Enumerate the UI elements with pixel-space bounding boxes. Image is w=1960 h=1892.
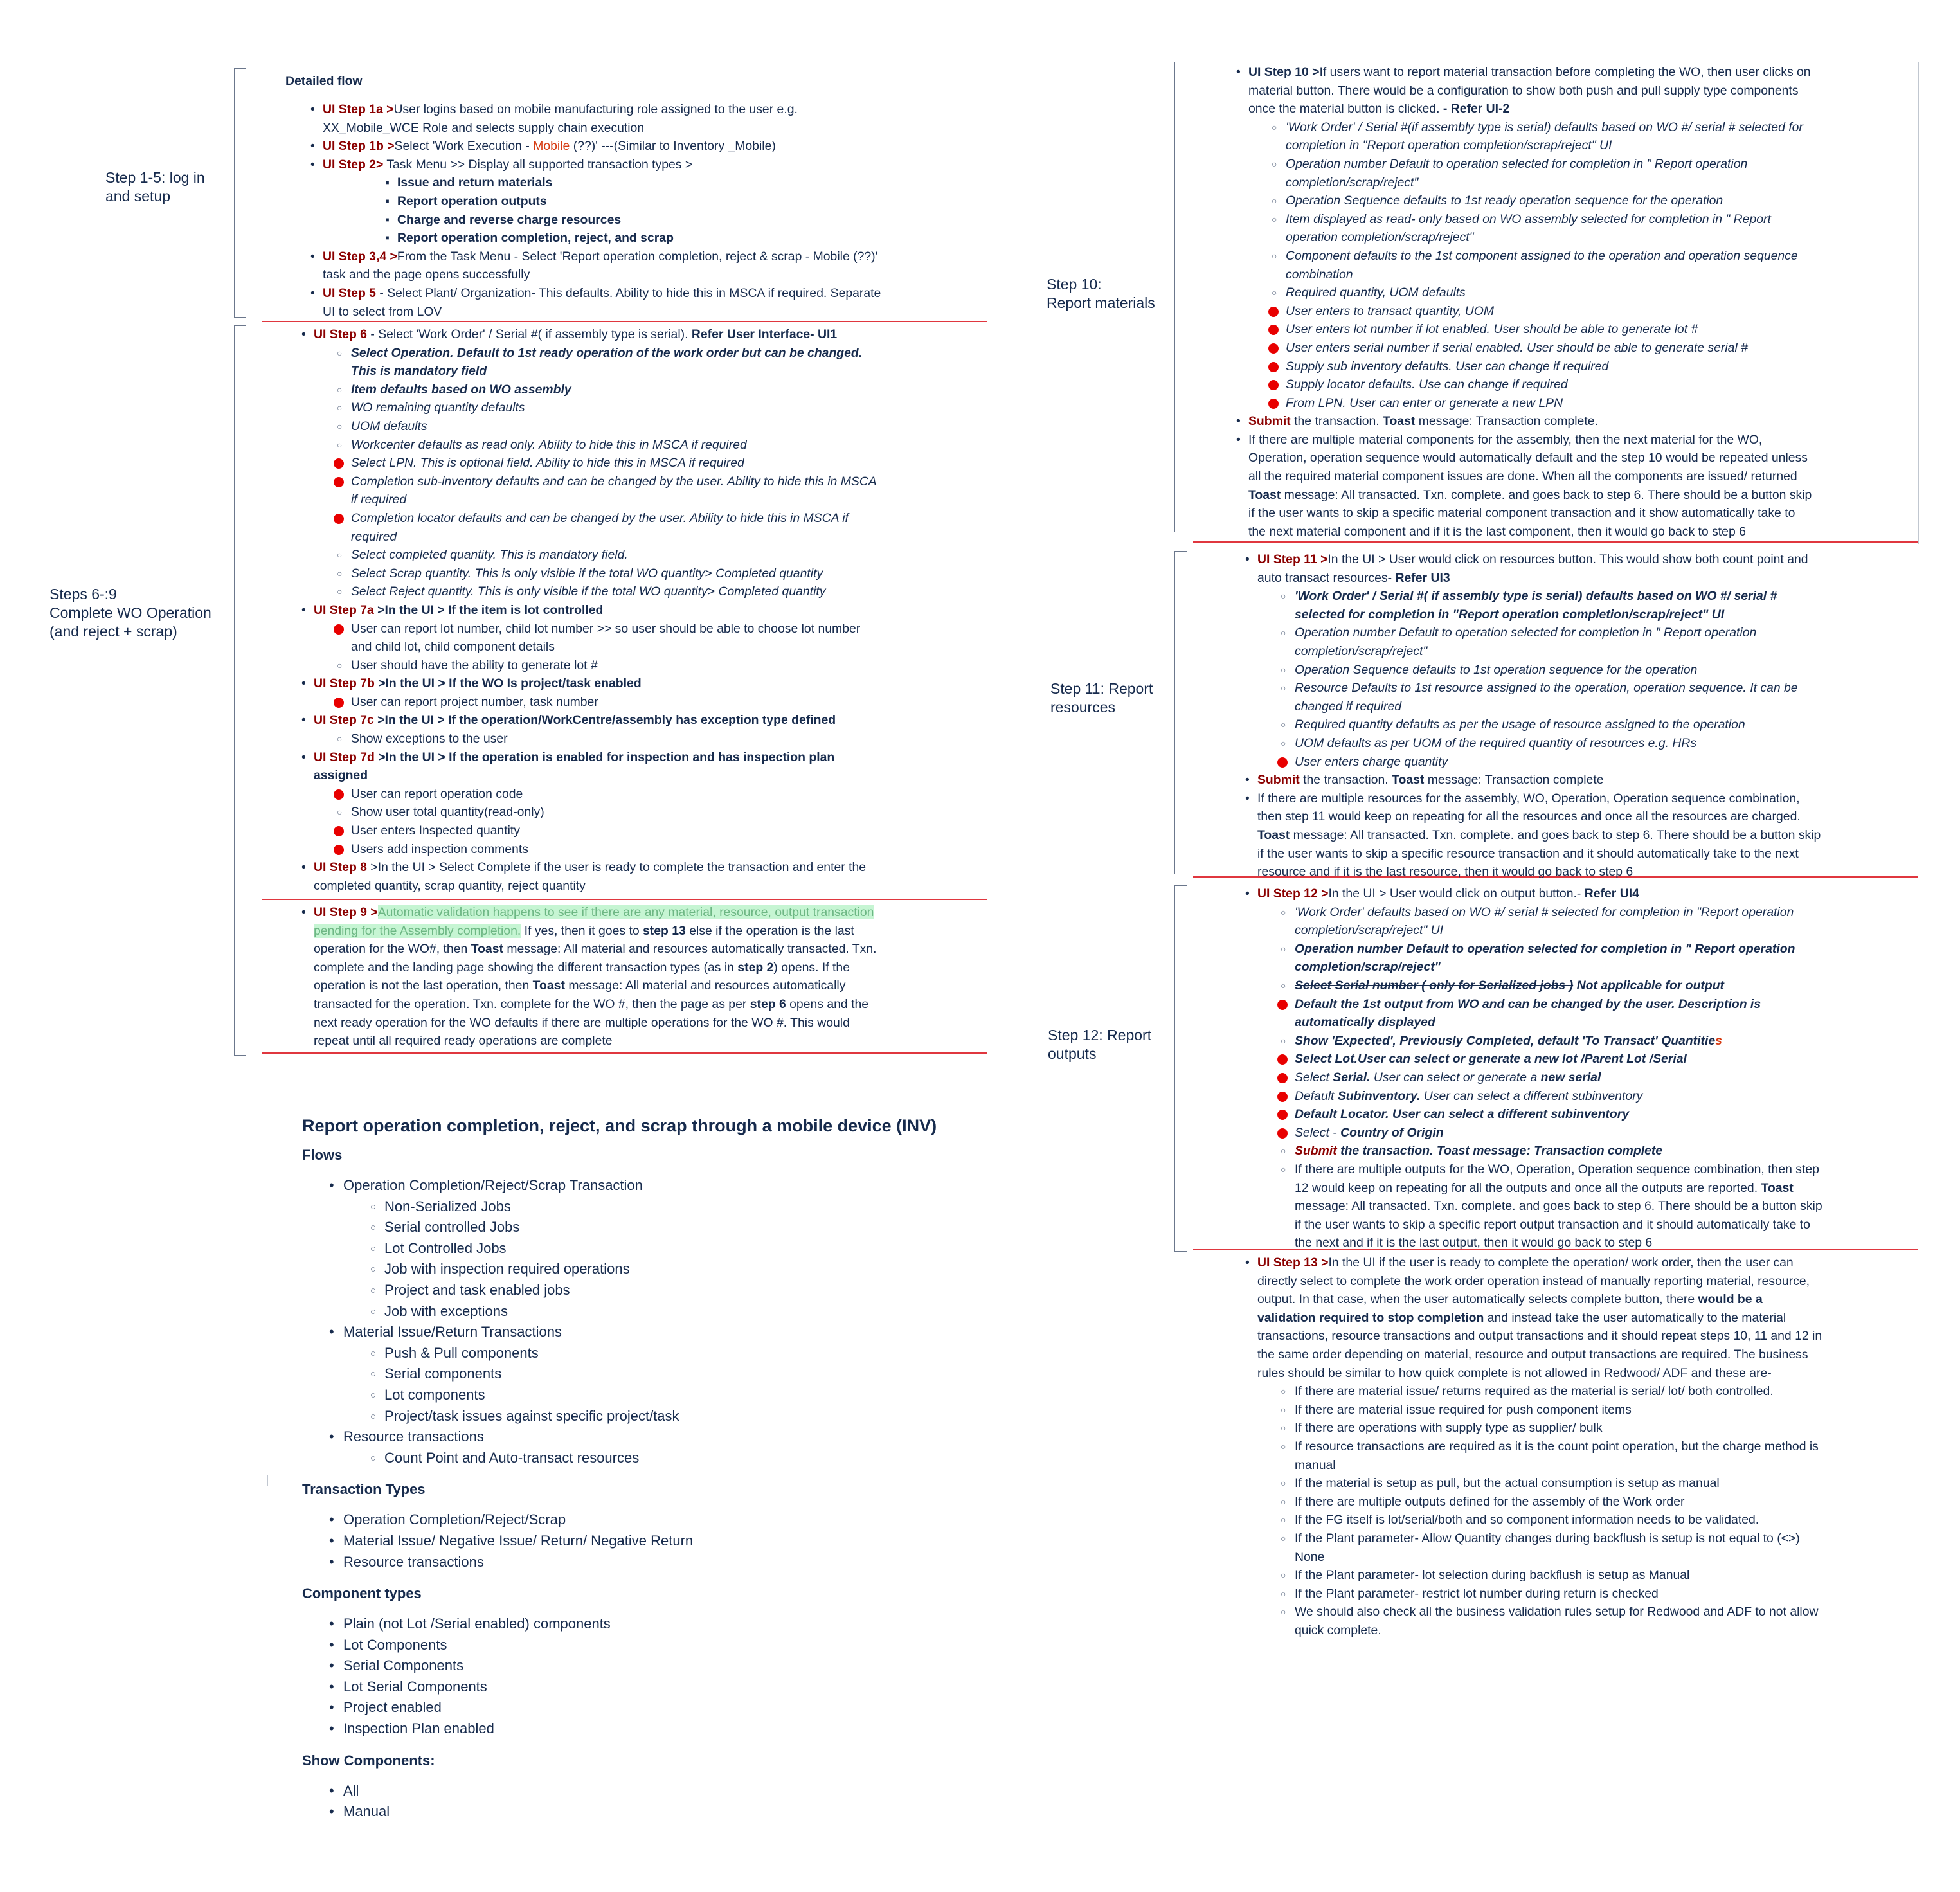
step-6-item: ○ Item defaults based on WO assembly	[351, 381, 877, 399]
step-10-item: ○ Operation Sequence defaults to 1st ready operation sequence for the operation	[1286, 192, 1812, 210]
step-6-item: Select LPN. This is optional field. Ability to hide this in MSCA if required	[351, 454, 877, 473]
step-13-item: ○ If the FG itself is lot/serial/both and so component information needs to be validated.	[1295, 1511, 1822, 1529]
detailed-flow-title: Detailed flow	[285, 74, 363, 88]
inv-section	[302, 1113, 937, 1823]
step-7d-items	[314, 785, 877, 858]
step-13-item: ○ If resource transactions are required as it is the count point operation, but the charge method is	[1295, 1437, 1822, 1456]
step-7d-item: User can report operation code	[351, 785, 877, 804]
step-11-item: User enters charge quantity	[1295, 753, 1821, 771]
list-item: • Inspection Plan enabled	[343, 1718, 937, 1740]
list-item: • Operation Completion/Reject/Scrap	[343, 1509, 937, 1531]
bracket-step-12	[1174, 885, 1187, 1252]
step-9: • UI Step 9 >Automatic validation happens to see if there are any material, resource, output transaction	[314, 903, 877, 922]
step-10-multiple: • If there are multiple material components for the assembly, then the next material for the WO,	[1248, 431, 1812, 449]
step-11-items: ○ 'Work Order' / Serial #( if assembly type is serial) defaults based on WO #/ serial # selected for completion in "Report operation completion/scrap/reject" UI ○ Operation number Default to operation selected for completion in " Report operation completion/scrap/reject" ○ Operation Sequence defaults to 1st operation sequence for the operation ○ Resource Defaults to 1st resource assigned to the operation, operation sequence. It can be changed if required ○ Required quantity defaults as per the usage of resource assigned to the operation ○ UOM defaults as per UOM of the required quantity of resources e.g. HRs User enters charge quantity	[1257, 587, 1821, 771]
step-10-item: Supply locator defaults. Use can change if required	[1286, 375, 1812, 394]
step-10-item: User enters lot number if lot enabled. User should be able to generate lot #	[1286, 320, 1812, 339]
list-item: ○ Project and task enabled jobs	[384, 1280, 937, 1301]
flows-list	[343, 1175, 937, 1468]
step-7c: • UI Step 7c >In the UI > If the operation/WorkCentre/assembly has exception type defined	[314, 711, 877, 730]
step-1a: • UI Step 1a >User logins based on mobile manufacturing role assigned to the user e.g.	[323, 100, 881, 119]
step-2: • UI Step 2> Task Menu >> Display all supported transaction types >	[323, 156, 881, 174]
step-7a: • UI Step 7a >In the UI > If the item is lot controlled	[314, 601, 877, 620]
step-6-item: ○ Select Operation. Default to 1st ready operation of the work order but can be changed.	[351, 344, 877, 363]
separator-3	[262, 1052, 987, 1054]
step-12-item: Default Subinventory. User can select a different subinventory	[1295, 1087, 1822, 1106]
step-6-item: Completion locator defaults and can be changed by the user. Ability to hide this in MSCA if	[351, 509, 877, 528]
list-item: ○ Lot Controlled Jobs	[384, 1238, 937, 1259]
step-10: • UI Step 10 >If users want to report material transaction before completing the WO, then user clicks on	[1248, 63, 1812, 82]
step-8: • UI Step 8 >In the UI > Select Complete if the user is ready to complete the transaction and enter the	[314, 858, 877, 877]
step-12-item: ○ Operation number Default to operation selected for completion in " Report operation	[1295, 940, 1822, 959]
component-types-list	[343, 1614, 937, 1740]
step-12-item: Default Locator. User can select a different subinventory	[1295, 1105, 1822, 1124]
list-item: ○ Project/task issues against specific project/task	[384, 1406, 937, 1427]
step-6-item: ○ Workcenter defaults as read only. Ability to hide this in MSCA if required	[351, 436, 877, 455]
steps-1-5-list: • UI Step 1a >User logins based on mobile manufacturing role assigned to the user e.g. XX_Mobile_WCE Role and selects supply chain execution • UI Step 1b >Select 'Work Execution - Mobile (??)' ---(Similar to Inventory _Mobile) • UI Step 2> Task Menu >> Display all supported transaction types > ▪ Issue and return materials ▪ Report operation outputs ▪ Charge and reverse charge resources ▪ Report operation completion, reject, and scrap • UI Step 3,4 >From the Task Menu - Select 'Report operation completion, reject & scrap - Mobile (??)' task and the page opens successfully • UI Step 5 - Select Plant/ Organization- This defaults. Ability to hide this in MSCA if required. Separate UI to select from LOV	[323, 100, 881, 321]
step-10-item: ○ Required quantity, UOM defaults	[1286, 284, 1812, 302]
step-12-item: ○ Select Serial number ( only for Serialized jobs ) Not applicable for output	[1295, 977, 1822, 995]
step-9-block: • UI Step 9 >Automatic validation happens to see if there are any material, resource, output transaction pending for the Assembly completion. If yes, then it goes to step 13 else if the operation is the last operation for the WO#, then Toast message: All material and resources automatically transacted. Txn. complete and the landing page showing the different transaction types (as in step 2) opens. If the operation is not the last operation, then Toast message: All material and resources automatically transacted for the operation. Txn. complete for the WO #, then the page as per step 6 opens and the next ready operation for the WO defaults if there are multiple operations for the WO #. This would repeat until all required ready operations are complete	[314, 903, 877, 1050]
step-2-item: ▪ Report operation outputs	[397, 192, 881, 211]
list-item: • All	[343, 1781, 937, 1802]
step-13-item: ○ If there are material issue/ returns required as the material is serial/ lot/ both controlled.	[1295, 1382, 1822, 1401]
step-7d-item: ○ Show user total quantity(read-only)	[351, 803, 877, 822]
step-11-item: ○ Operation Sequence defaults to 1st operation sequence for the operation	[1295, 661, 1821, 680]
transaction-types-list	[343, 1509, 937, 1572]
list-item: ○ Lot components	[384, 1385, 937, 1406]
step-1b: • UI Step 1b >Select 'Work Execution - Mobile (??)' ---(Similar to Inventory _Mobile)	[323, 137, 881, 156]
step-11-item: ○ Resource Defaults to 1st resource assigned to the operation, operation sequence. It can be	[1295, 679, 1821, 698]
label-step-1-5: Step 1-5: log in and setup	[105, 169, 205, 204]
list-item: ○ Job with inspection required operations	[384, 1259, 937, 1280]
show-components-list	[343, 1781, 937, 1823]
step-13-item: ○ If there are operations with supply type as supplier/ bulk	[1295, 1419, 1822, 1437]
list-item: • Manual	[343, 1801, 937, 1823]
step-10-item: ○ Item displayed as read- only based on WO assembly selected for completion in " Report	[1286, 210, 1812, 229]
step-6-items: ○ Select Operation. Default to 1st ready operation of the work order but can be changed. This is mandatory field ○ Item defaults based on WO assembly ○ WO remaining quantity defaults ○ UOM defaults ○ Workcenter defaults as read only. Ability to hide this in MSCA if required Select LPN. This is optional field. Ability to hide this in MSCA if required Completion sub-inventory defaults and can be changed by the user. Ability to hide this in MSCA if required Completion locator defaults and can be changed by the user. Ability to hide this in MSCA if required ○ Select completed quantity. This is mandatory field. ○ Select Scrap quantity. This is only visible if the total WO quantity> Completed quantity ○ Select Reject quantity. This is only visible if the total WO quantity> Completed quantity	[314, 344, 877, 601]
step-7a-item: User can report lot number, child lot number >> so user should be able to choose lot number	[351, 620, 877, 638]
list-item: • Resource transactions	[343, 1552, 937, 1573]
step-13: • UI Step 13 >In the UI if the user is ready to complete the operation/ work order, then the user can	[1257, 1254, 1822, 1272]
step-7d-item: User enters Inspected quantity	[351, 822, 877, 840]
step-13-item: ○ If there are multiple outputs defined for the assembly of the Work order	[1295, 1493, 1822, 1511]
step-10-item: ○ 'Work Order' / Serial #(if assembly type is serial) defaults based on WO #/ serial # selected for	[1286, 118, 1812, 137]
step-7d-item: Users add inspection comments	[351, 840, 877, 859]
step-13-item: ○ If there are material issue required for push component items	[1295, 1401, 1822, 1419]
step-6-item: ○ WO remaining quantity defaults	[351, 399, 877, 417]
step-11-item: ○ Operation number Default to operation selected for completion in " Report operation	[1295, 624, 1821, 642]
step-6-item: Completion sub-inventory defaults and can be changed by the user. Ability to hide this in MSCA	[351, 473, 877, 491]
separator-1	[262, 321, 987, 322]
step-13-item: ○ We should also check all the business validation rules setup for Redwood and ADF to not allow	[1295, 1603, 1822, 1621]
step-11-submit: • Submit the transaction. Toast message: Transaction complete	[1257, 771, 1821, 789]
label-step-10: Step 10: Report materials	[1047, 276, 1155, 311]
step-10-item: Supply sub inventory defaults. User can change if required	[1286, 357, 1812, 376]
component-types-heading: Component types	[302, 1585, 422, 1602]
step-10-item: User enters serial number if serial enabled. User should be able to generate serial #	[1286, 339, 1812, 357]
transaction-types-heading: Transaction Types	[302, 1481, 426, 1498]
bracket-step-10	[1174, 62, 1187, 532]
show-components-heading: Show Components:	[302, 1752, 435, 1769]
list-item: • Material Issue/ Negative Issue/ Return/ Negative Return	[343, 1531, 937, 1552]
step-10-item: User enters to transact quantity, UOM	[1286, 302, 1812, 321]
step-11-item: ○ Required quantity defaults as per the usage of resource assigned to the operation	[1295, 716, 1821, 734]
step-2-item: ▪ Charge and reverse charge resources	[397, 211, 881, 230]
step-11-multiple: • If there are multiple resources for the assembly, WO, Operation, Operation sequence combination,	[1257, 789, 1821, 808]
list-item: • Operation Completion/Reject/Scrap Transaction	[343, 1175, 937, 1196]
bracket-steps-6-9	[234, 325, 246, 1056]
step-11: • UI Step 11 >In the UI > User would click on resources button. This would show both count point and	[1257, 550, 1821, 569]
list-item: • Material Issue/Return Transactions	[343, 1322, 937, 1343]
list-item: • Lot Components	[343, 1635, 937, 1656]
step-12-item: Select Serial. User can select or generate a new serial	[1295, 1068, 1822, 1087]
step-2-item: ▪ Report operation completion, reject, and scrap	[397, 229, 881, 248]
step-12: • UI Step 12 >In the UI > User would click on output button.- Refer UI4	[1257, 885, 1822, 903]
doc-edge-right	[1918, 62, 1919, 544]
step-7a-item: ○ User should have the ability to generate lot #	[351, 656, 877, 675]
list-item: • Plain (not Lot /Serial enabled) components	[343, 1614, 937, 1635]
list-item: ○ Non-Serialized Jobs	[384, 1196, 937, 1218]
step-13-item: ○ If the material is setup as pull, but the actual consumption is setup as manual	[1295, 1474, 1822, 1493]
step-6-item: ○ Select Reject quantity. This is only visible if the total WO quantity> Completed quantity	[351, 582, 877, 601]
resize-handle[interactable]	[264, 1475, 268, 1486]
list-item: • Resource transactions	[343, 1427, 937, 1448]
step-10-items: ○ 'Work Order' / Serial #(if assembly type is serial) defaults based on WO #/ serial # selected for completion in "Report operation completion/scrap/reject" UI ○ Operation number Default to operation selected for completion in " Report operation completion/scrap/reject" ○ Operation Sequence defaults to 1st ready operation sequence for the operation ○ Item displayed as read- only based on WO assembly selected for completion in " Report operation completion/scrap/reject" ○ Component defaults to the 1st component assigned to the operation and operation sequence combination ○ Required quantity, UOM defaults User enters to transact quantity, UOM User enters lot number if lot enabled. User should be able to generate lot # User enters serial number if serial enabled. User should be able to generate serial # Supply sub inventory defaults. User can change if required Supply locator defaults. Use can change if required From LPN. User can enter or generate a new LPN	[1248, 118, 1812, 413]
step-13-items: ○ If there are material issue/ returns required as the material is serial/ lot/ both controlled. ○ If there are material issue required for push component items ○ If there are operations with supply type as supplier/ bulk ○ If resource transactions are required as it is the count point operation, but the charge method is manual ○ If the material is setup as pull, but the actual consumption is setup as manual ○ If there are multiple outputs defined for the assembly of the Work order ○ If the FG itself is lot/serial/both and so component information needs to be validated. ○ If the Plant parameter- Allow Quantity changes during backflush is setup is not equal to (<>) None ○ If the Plant parameter- lot selection during backflush is setup as Manual ○ If the Plant parameter- restrict lot number during return is checked ○ We should also check all the business validation rules setup for Redwood and ADF to not allow quick complete.	[1257, 1382, 1822, 1639]
step-12-item: Select Lot.User can select or generate a new lot /Parent Lot /Serial	[1295, 1050, 1822, 1068]
list-item: ○ Job with exceptions	[384, 1301, 937, 1322]
step-7b: • UI Step 7b >In the UI > If the WO Is project/task enabled	[314, 674, 877, 693]
detailed-flow-block	[285, 72, 363, 91]
step-5: • UI Step 5 - Select Plant/ Organization- This defaults. Ability to hide this in MSCA if required. Separate	[323, 284, 881, 303]
step-7b-item: User can report project number, task number	[351, 693, 877, 712]
label-step-11: Step 11: Report resources	[1050, 680, 1153, 716]
list-item: ○ Count Point and Auto-transact resources	[384, 1448, 937, 1469]
step-12-multiple: ○ If there are multiple outputs for the WO, Operation, Operation sequence combination, then step	[1295, 1160, 1822, 1179]
step-7d: • UI Step 7d >In the UI > If the operation is enabled for inspection and has inspection plan	[314, 748, 877, 767]
list-item: • Project enabled	[343, 1697, 937, 1718]
step-12-block: • UI Step 12 >In the UI > User would click on output button.- Refer UI4 ○ 'Work Order' defaults based on WO #/ serial # selected for completion in "Report operation completion/scrap/reject" UI ○ Operation number Default to operation selected for completion in " Report operation completion/scrap/reject" ○ Select Serial number ( only for Serialized jobs ) Not applicable for output Default the 1st output from WO and can be changed by the user. Description is automatically displayed ○ Show 'Expected', Previously Completed, default 'To Transact' Quantities Select Lot.User can select or generate a new lot /Parent Lot /Serial Select Serial. User can select or generate a new serial Default Subinventory. User can select a different subinventory Default Locator. User can select a different subinventory Select - Country of Origin ○ Submit the transaction. Toast message: Transaction complete ○ If there are multiple outputs for the WO, Operation, Operation sequence combination, then step 12 would keep on repeating for all the outputs and once all the outputs are reported. Toast message: All transacted. Txn. complete. and goes back to step 6. There should be a button skip if the user wants to skip a specific report output transaction and it should automatically take to the next and if it is the last output, then it would go back to step 6	[1257, 885, 1822, 1252]
step-12-item: Select - Country of Origin	[1295, 1124, 1822, 1142]
step-13-item: ○ If the Plant parameter- restrict lot number during return is checked	[1295, 1585, 1822, 1603]
step-13-item: ○ If the Plant parameter- Allow Quantity changes during backflush is setup is not equal to (<>)	[1295, 1529, 1822, 1548]
steps-6-8-list: • UI Step 6 - Select 'Work Order' / Serial #( if assembly type is serial). Refer User Interface- UI1 ○ Select Operation. Default to 1st ready operation of the work order but can be changed. This is mandatory field ○ Item defaults based on WO assembly ○ WO remaining quantity defaults ○ UOM defaults ○ Workcenter defaults as read only. Ability to hide this in MSCA if required Select LPN. This is optional field. Ability to hide this in MSCA if required Completion sub-inventory defaults and can be changed by the user. Ability to hide this in MSCA if required Completion locator defaults and can be changed by the user. Ability to hide this in MSCA if required ○ Select completed quantity. This is mandatory field. ○ Select Scrap quantity. This is only visible if the total WO quantity> Completed quantity ○ Select Reject quantity. This is only visible if the total WO quantity> Completed quantity • UI Step 7a >In the UI > If the item is lot controlled User can report lot number, child lot number >> so user should be able to choose lot number and child lot, child component details ○ User should have the ability to generate lot # • UI Step 7b >In the UI > If the WO Is project/task enabled User can report project number, task number • UI Step 7c >In the UI > If the operation/WorkCentre/assembly has exception type defined ○ Show exceptions to the user • UI Step 7d >In the UI > If the operation is enabled for inspection and has inspection plan assigned User can report operation code ○ Show user total quantity(read-only) User enters Inspected quantity Users add inspection comments • UI Step 8 >In the UI > Select Complete if the user is ready to complete the transaction and enter the completed quantity, scrap quantity, reject quantity	[314, 325, 877, 895]
list-item: ○ Push & Pull components	[384, 1343, 937, 1364]
bracket-step-11	[1174, 551, 1187, 874]
step-11-block: • UI Step 11 >In the UI > User would click on resources button. This would show both count point and auto transact resources- Refer UI3 ○ 'Work Order' / Serial #( if assembly type is serial) defaults based on WO #/ serial # selected for completion in "Report operation completion/scrap/reject" UI ○ Operation number Default to operation selected for completion in " Report operation completion/scrap/reject" ○ Operation Sequence defaults to 1st operation sequence for the operation ○ Resource Defaults to 1st resource assigned to the operation, operation sequence. It can be changed if required ○ Required quantity defaults as per the usage of resource assigned to the operation ○ UOM defaults as per UOM of the required quantity of resources e.g. HRs User enters charge quantity • Submit the transaction. Toast message: Transaction complete • If there are multiple resources for the assembly, WO, Operation, Operation sequence combination, then step 11 would keep on repeating for all the resources and once all the resources are charged. Toast message: All transacted. Txn. complete. and goes back to step 6. There should be a button skip if the user wants to skip a specific resource transaction and it should automatically take to the next resource and if it is the last resource, then it would go back to step 6	[1257, 550, 1821, 881]
step-10-block: • UI Step 10 >If users want to report material transaction before completing the WO, then user clicks on material button. There would be a configuration to show both push and pull supply type components once the material button is clicked. - Refer UI-2 ○ 'Work Order' / Serial #(if assembly type is serial) defaults based on WO #/ serial # selected for completion in "Report operation completion/scrap/reject" UI ○ Operation number Default to operation selected for completion in " Report operation completion/scrap/reject" ○ Operation Sequence defaults to 1st ready operation sequence for the operation ○ Item displayed as read- only based on WO assembly selected for completion in " Report operation completion/scrap/reject" ○ Component defaults to the 1st component assigned to the operation and operation sequence combination ○ Required quantity, UOM defaults User enters to transact quantity, UOM User enters lot number if lot enabled. User should be able to generate lot # User enters serial number if serial enabled. User should be able to generate serial # Supply sub inventory defaults. User can change if required Supply locator defaults. Use can change if required From LPN. User can enter or generate a new LPN • Submit the transaction. Toast message: Transaction complete. • If there are multiple material components for the assembly, then the next material for the WO, Operation, operation sequence would automatically default and the step 10 would be repeated unless all the required material component issues are done. When all the components are issued/ returned Toast message: All transacted. Txn. complete. and goes back to step 6. There should be a button skip if the user wants to skip a specific material component transaction and it show automatically take to the next material component and if it is the last component, then it would go back to step 6	[1248, 63, 1812, 541]
label-steps-6-9: Steps 6-:9 Complete WO Operation (and reject + scrap)	[49, 586, 211, 640]
step-10-item: From LPN. User can enter or generate a new LPN	[1286, 394, 1812, 413]
step-12-item: ○ 'Work Order' defaults based on WO #/ serial # selected for completion in "Report operation	[1295, 903, 1822, 922]
step-10-submit: • Submit the transaction. Toast message: Transaction complete.	[1248, 412, 1812, 431]
step-11-item: ○ 'Work Order' / Serial #( if assembly type is serial) defaults based on WO #/ serial #	[1295, 587, 1821, 606]
list-item: • Serial Components	[343, 1655, 937, 1677]
step-6-item: ○ Select completed quantity. This is mandatory field.	[351, 546, 877, 564]
list-item: • Lot Serial Components	[343, 1677, 937, 1698]
flows-heading: Flows	[302, 1147, 343, 1163]
list-item: ○ Serial controlled Jobs	[384, 1217, 937, 1238]
step-12-item: ○ Show 'Expected', Previously Completed, default 'To Transact' Quantities	[1295, 1032, 1822, 1050]
step-3-4: • UI Step 3,4 >From the Task Menu - Select 'Report operation completion, reject & scrap - Mobile (??)'	[323, 248, 881, 266]
step-2-item: ▪ Issue and return materials	[397, 174, 881, 192]
separator-2	[262, 899, 987, 900]
bracket-step-1-5	[234, 68, 246, 318]
step-6-item: ○ UOM defaults	[351, 417, 877, 436]
label-step-12: Step 12: Report outputs	[1048, 1027, 1152, 1062]
step-11-item: ○ UOM defaults as per UOM of the required quantity of resources e.g. HRs	[1295, 734, 1821, 753]
list-item: ○ Serial components	[384, 1364, 937, 1385]
step-12-item: Default the 1st output from WO and can be changed by the user. Description is	[1295, 995, 1822, 1014]
step-6-item: ○ Select Scrap quantity. This is only visible if the total WO quantity> Completed quantity	[351, 564, 877, 583]
step-10-item: ○ Component defaults to the 1st component assigned to the operation and operation sequence	[1286, 247, 1812, 266]
step-13-block: • UI Step 13 >In the UI if the user is ready to complete the operation/ work order, then the user can directly select to complete the work order operation instead of manually reporting material, resource, output. In that case, when the user automatically selects complete button, there would be a validation required to stop completion and instead take the user automatically to the material transactions, resource transactions and output transactions and it should repeat steps 10, 11 and 12 in the same order depending on material, resource and output transactions are required. The business rules should be similar to how quick complete is not allowed in Redwood/ ADF and these are- ○ If there are material issue/ returns required as the material is serial/ lot/ both controlled. ○ If there are material issue required for push component items ○ If there are operations with supply type as supplier/ bulk ○ If resource transactions are required as it is the count point operation, but the charge method is manual ○ If the material is setup as pull, but the actual consumption is setup as manual ○ If there are multiple outputs defined for the assembly of the Work order ○ If the FG itself is lot/serial/both and so component information needs to be validated. ○ If the Plant parameter- Allow Quantity changes during backflush is setup is not equal to (<>) None ○ If the Plant parameter- lot selection during backflush is setup as Manual ○ If the Plant parameter- restrict lot number during return is checked ○ We should also check all the business validation rules setup for Redwood and ADF to not allow quick complete.	[1257, 1254, 1822, 1639]
step-13-item: ○ If the Plant parameter- lot selection during backflush is setup as Manual	[1295, 1566, 1822, 1585]
step-12-item: ○ Submit the transaction. Toast message: Transaction complete	[1295, 1142, 1822, 1160]
inv-title: Report operation completion, reject, and scrap through a mobile device (INV)	[302, 1116, 937, 1135]
step-7c-item: ○ Show exceptions to the user	[351, 730, 877, 748]
separator-4	[1193, 541, 1918, 543]
step-6: • UI Step 6 - Select 'Work Order' / Serial #( if assembly type is serial). Refer User Interface- UI1	[314, 325, 877, 344]
step-10-item: ○ Operation number Default to operation selected for completion in " Report operation	[1286, 155, 1812, 174]
